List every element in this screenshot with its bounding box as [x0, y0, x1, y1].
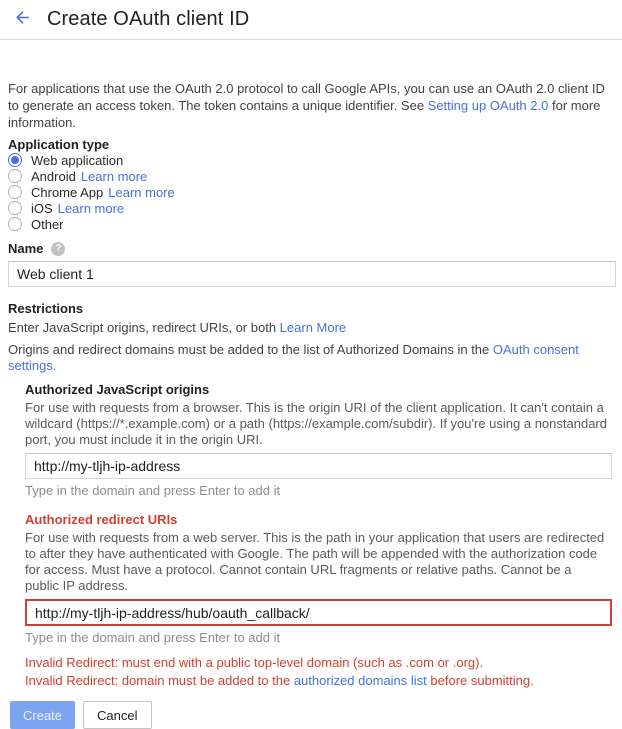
- intro-text-before: For applications that use the OAuth 2.0 protocol to call Google APIs, you can use an OAuth 2.0 client ID to generate an access token. The token contains a unique identifier. See: [8, 81, 605, 113]
- authorized-redirect-uris-section: [25, 512, 612, 645]
- authorized-js-origins-section: [25, 382, 612, 498]
- radio-option-web-application[interactable]: [8, 152, 616, 168]
- authorized-redirect-uris-heading: Authorized redirect URIs: [25, 512, 178, 527]
- validation-errors: [25, 654, 612, 690]
- error-message-tld: Invalid Redirect: must end with a public top-level domain (such as .com or .org).: [25, 655, 484, 670]
- create-button[interactable]: Create: [10, 701, 75, 729]
- radio-option-ios[interactable]: [8, 200, 616, 216]
- ios-learn-more-link[interactable]: Learn more: [57, 200, 125, 216]
- authorized-domains-list-link[interactable]: authorized domains list: [293, 673, 427, 688]
- help-icon[interactable]: ?: [51, 242, 65, 256]
- form-content: [0, 80, 622, 729]
- name-label-row: [8, 241, 616, 256]
- radio-option-label: Chrome App: [31, 184, 104, 200]
- back-button[interactable]: [10, 8, 34, 32]
- arrow-left-icon: [13, 8, 32, 32]
- setting-up-oauth-link[interactable]: Setting up OAuth 2.0: [427, 98, 549, 113]
- redirect-uris-input[interactable]: [25, 599, 612, 626]
- page-header: [0, 0, 622, 40]
- restrictions-line-1-text: Enter JavaScript origins, redirect URIs, or both: [8, 320, 280, 335]
- radio-option-other[interactable]: [8, 216, 616, 232]
- application-type-label: Application type: [8, 137, 110, 152]
- intro-paragraph: [8, 80, 614, 131]
- chrome-app-learn-more-link[interactable]: Learn more: [108, 184, 175, 200]
- name-input[interactable]: [8, 261, 616, 287]
- name-label: Name: [8, 241, 44, 256]
- oauth-consent-settings-link[interactable]: OAuth consent settings.: [8, 342, 579, 373]
- intro-text-after: for more information.: [8, 98, 601, 130]
- radio-option-chrome-app[interactable]: [8, 184, 616, 200]
- authorized-redirect-uris-description: For use with requests from a web server. This is the path in your application that users are redirected to after they have authenticated with Google. The path will be appended with the authorization code for access. Must have a protocol. Cannot contain URL fragments or relative paths. Cannot be a public IP address.: [25, 530, 605, 593]
- js-origins-input[interactable]: [25, 453, 612, 479]
- error-message-domain-after: before submitting.: [426, 673, 534, 688]
- restrictions-line-2: [8, 342, 616, 374]
- restrictions-learn-more-link[interactable]: Learn More: [279, 320, 347, 335]
- restrictions-heading: Restrictions: [8, 301, 84, 316]
- redirect-uris-hint: Type in the domain and press Enter to add it: [25, 630, 281, 645]
- radio-selected-icon[interactable]: [8, 153, 22, 167]
- radio-option-label: Other: [31, 216, 64, 232]
- error-message-domain-before: Invalid Redirect: domain must be added to the: [25, 673, 294, 688]
- authorized-js-origins-description: For use with requests from a browser. This is the origin URI of the client application. It can't contain a wildcard (https://*.example.com) or a path (https://example.com/subdir). If you're using a nonstandard port, you must include it in the origin URI.: [25, 400, 607, 447]
- authorized-js-origins-heading: Authorized JavaScript origins: [25, 382, 210, 397]
- radio-icon[interactable]: [8, 185, 22, 199]
- android-learn-more-link[interactable]: Learn more: [80, 168, 148, 184]
- form-actions: [10, 701, 616, 729]
- js-origins-hint: Type in the domain and press Enter to add it: [25, 483, 281, 498]
- radio-option-android[interactable]: [8, 168, 616, 184]
- radio-option-label: Web application: [31, 152, 124, 168]
- radio-icon[interactable]: [8, 201, 22, 215]
- radio-option-label: Android: [31, 168, 76, 184]
- radio-option-label: iOS: [31, 200, 53, 216]
- application-type-section: [8, 137, 616, 232]
- cancel-button[interactable]: Cancel: [83, 701, 151, 729]
- restrictions-line-2-text: Origins and redirect domains must be added to the list of Authorized Domains in the: [8, 342, 493, 357]
- error-message-domain: [25, 672, 612, 690]
- radio-icon[interactable]: [8, 169, 22, 183]
- restrictions-line-1: [8, 320, 616, 336]
- page-title: Create OAuth client ID: [47, 8, 250, 30]
- radio-icon[interactable]: [8, 217, 22, 231]
